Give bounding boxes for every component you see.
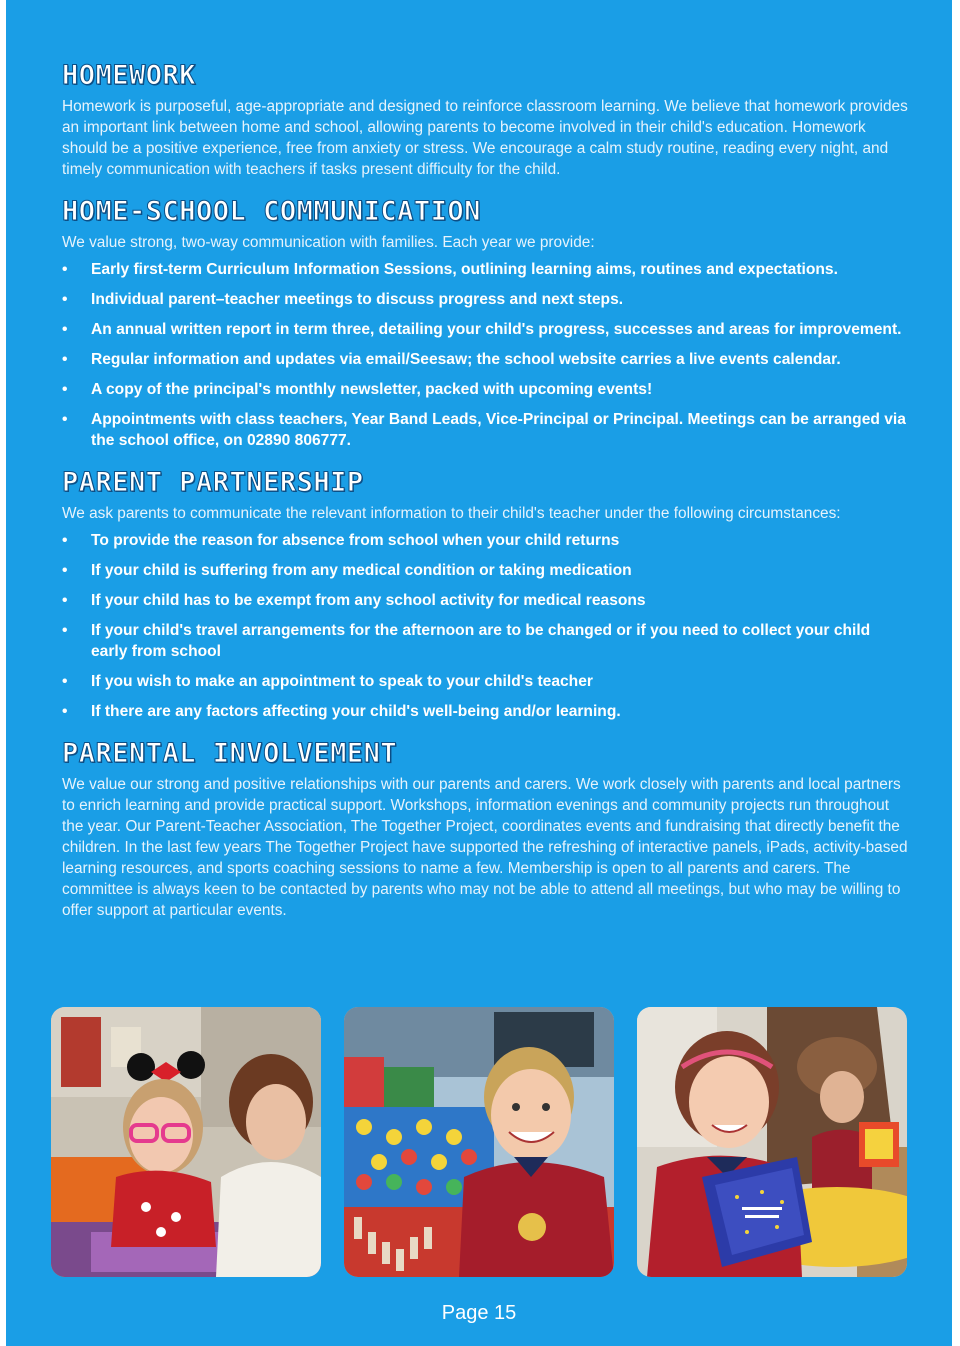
list-item: • Appointments with class teachers, Year Band Leads, Vice-Principal or Principal. Meetings can be arranged via the school office, on 02890 806777.	[62, 409, 908, 451]
list-item: • If your child is suffering from any medical condition or taking medication	[62, 560, 908, 581]
list-item: • Individual parent–teacher meetings to discuss progress and next steps.	[62, 289, 908, 310]
partnership-section	[62, 465, 908, 722]
homework-heading: HOMEWORK	[62, 60, 197, 91]
list-item: • If your child's travel arrangements for the afternoon are to be changed or if you need to collect your child early from school	[62, 620, 908, 662]
involvement-body: We value our strong and positive relationships with our parents and carers. We work closely with parents and local partners to enrich learning and provide practical support. Workshops, information evenings and community projects run throughout the year. Our Parent-Teacher Association, The Together Project, coordinates events and fundraising that directly benefit the children. In the last few years The Together Project have supported the refreshing of interactive panels, iPads, activity-based learning resources, and sports coaching sessions to name a few. Membership is open to all parents and carers. The committee is always keen to be contacted by parents who may not be able to attend all meetings, but who may be willing to offer support at particular events.	[62, 776, 908, 919]
list-item: • An annual written report in term three, detailing your child's progress, successes and areas for improvement.	[62, 319, 908, 340]
partnership-intro: We ask parents to communicate the relevant information to their child's teacher under the following circumstances:	[62, 505, 841, 522]
page-number: Page 15	[441, 1302, 517, 1324]
photo-strip	[51, 1007, 909, 1277]
communication-heading: HOME-SCHOOL COMMUNICATION	[62, 196, 481, 227]
homework-section	[62, 58, 908, 180]
list-item: • If your child has to be exempt from any school activity for medical reasons	[62, 590, 908, 611]
communication-intro: We value strong, two-way communication with families. Each year we provide:	[62, 234, 595, 251]
communication-section	[62, 194, 908, 451]
list-item: • Early first-term Curriculum Information Sessions, outlining learning aims, routines and expectations.	[62, 259, 908, 280]
photo-girl-with-teacher	[51, 1007, 321, 1277]
partnership-heading: PARENT PARTNERSHIP	[62, 467, 364, 498]
involvement-heading: PARENTAL INVOLVEMENT	[62, 738, 398, 769]
involvement-section	[62, 736, 908, 921]
list-item: • Regular information and updates via email/Seesaw; the school website carries a live events calendar.	[62, 349, 908, 370]
communication-list	[62, 259, 908, 451]
page-content	[62, 58, 908, 921]
partnership-list	[62, 530, 908, 722]
list-item: • If there are any factors affecting your child's well-being and/or learning.	[62, 701, 908, 722]
homework-body: Homework is purposeful, age-appropriate and designed to reinforce classroom learning. We believe that homework provides an important link between home and school, allowing parents to become involved in their child's education. Homework should be a positive experience, free from anxiety or stress. We encourage a calm study routine, reading every night, and timely communication with teachers if tasks present difficulty for the child.	[62, 98, 908, 178]
list-item: • A copy of the principal's monthly newsletter, packed with upcoming events!	[62, 379, 908, 400]
list-item: • If you wish to make an appointment to speak to your child's teacher	[62, 671, 908, 692]
list-item: • To provide the reason for absence from school when your child returns	[62, 530, 908, 551]
photo-boy-with-dominoes	[344, 1007, 614, 1277]
photo-girl-reading	[637, 1007, 907, 1277]
brochure-page	[6, 0, 952, 1346]
